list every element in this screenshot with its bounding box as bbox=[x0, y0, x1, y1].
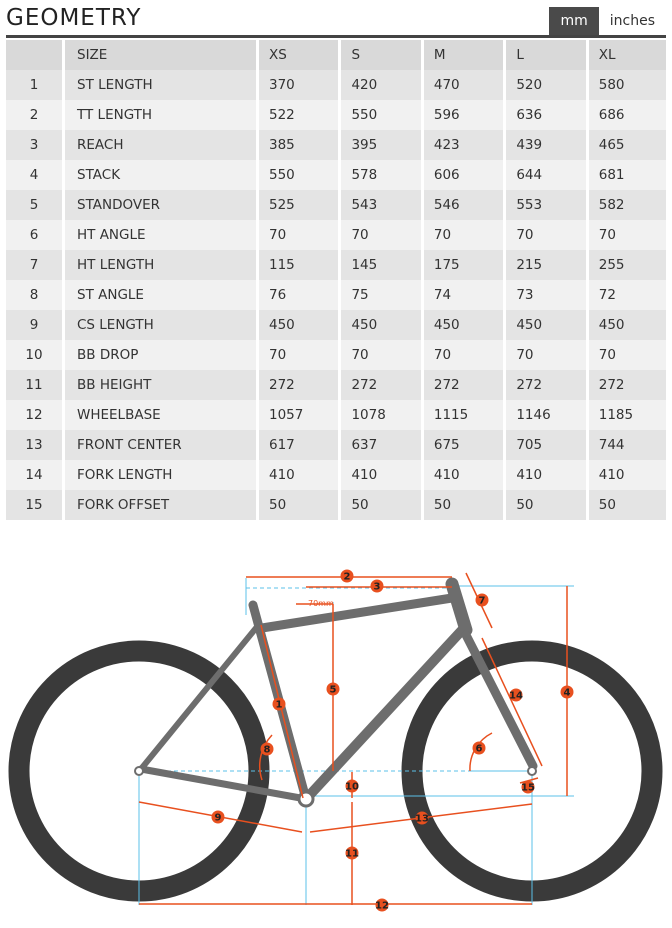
table-row bbox=[6, 460, 666, 490]
head-tube bbox=[452, 584, 466, 630]
header-xs: XS bbox=[259, 40, 341, 70]
table-header-row bbox=[6, 40, 666, 70]
value-cell: 420 bbox=[341, 70, 423, 100]
down-tube bbox=[306, 628, 464, 799]
value-cell: 272 bbox=[424, 370, 506, 400]
row-label: HT LENGTH bbox=[65, 250, 259, 280]
row-label: FORK LENGTH bbox=[65, 460, 259, 490]
row-number: 12 bbox=[6, 400, 65, 430]
value-cell: 70 bbox=[506, 340, 588, 370]
table-row bbox=[6, 280, 666, 310]
value-cell: 546 bbox=[424, 190, 506, 220]
row-label: CS LENGTH bbox=[65, 310, 259, 340]
value-cell: 470 bbox=[424, 70, 506, 100]
value-cell: 410 bbox=[589, 460, 666, 490]
value-cell: 370 bbox=[259, 70, 341, 100]
badge-label-7: 7 bbox=[478, 595, 486, 607]
row-label: STANDOVER bbox=[65, 190, 259, 220]
value-cell: 636 bbox=[506, 100, 588, 130]
value-cell: 578 bbox=[341, 160, 423, 190]
value-cell: 410 bbox=[424, 460, 506, 490]
row-label: BB DROP bbox=[65, 340, 259, 370]
table-row bbox=[6, 400, 666, 430]
value-cell: 70 bbox=[589, 340, 666, 370]
value-cell: 553 bbox=[506, 190, 588, 220]
value-cell: 145 bbox=[341, 250, 423, 280]
value-cell: 70 bbox=[589, 220, 666, 250]
table-row bbox=[6, 220, 666, 250]
value-cell: 580 bbox=[589, 70, 666, 100]
row-number: 9 bbox=[6, 310, 65, 340]
table-row bbox=[6, 340, 666, 370]
row-number: 1 bbox=[6, 70, 65, 100]
seat-offset-label: 70mm bbox=[308, 599, 334, 608]
value-cell: 617 bbox=[259, 430, 341, 460]
row-label: STACK bbox=[65, 160, 259, 190]
badge-label-14: 14 bbox=[509, 690, 523, 702]
value-cell: 74 bbox=[424, 280, 506, 310]
row-number: 11 bbox=[6, 370, 65, 400]
value-cell: 255 bbox=[589, 250, 666, 280]
badge-label-5: 5 bbox=[329, 684, 337, 696]
table-row bbox=[6, 70, 666, 100]
value-cell: 410 bbox=[341, 460, 423, 490]
table-row bbox=[6, 100, 666, 130]
header-size: SIZE bbox=[65, 40, 259, 70]
row-number: 5 bbox=[6, 190, 65, 220]
value-cell: 525 bbox=[259, 190, 341, 220]
value-cell: 520 bbox=[506, 70, 588, 100]
value-cell: 644 bbox=[506, 160, 588, 190]
row-number: 2 bbox=[6, 100, 65, 130]
value-cell: 450 bbox=[259, 310, 341, 340]
row-number: 6 bbox=[6, 220, 65, 250]
row-label: WHEELBASE bbox=[65, 400, 259, 430]
table-row bbox=[6, 190, 666, 220]
value-cell: 70 bbox=[259, 220, 341, 250]
value-cell: 450 bbox=[341, 310, 423, 340]
value-cell: 215 bbox=[506, 250, 588, 280]
value-cell: 450 bbox=[589, 310, 666, 340]
bike-geometry-diagram bbox=[0, 540, 672, 928]
value-cell: 637 bbox=[341, 430, 423, 460]
value-cell: 450 bbox=[506, 310, 588, 340]
badge-label-10: 10 bbox=[345, 781, 359, 793]
row-number: 14 bbox=[6, 460, 65, 490]
table-row bbox=[6, 130, 666, 160]
row-number: 13 bbox=[6, 430, 65, 460]
table-row bbox=[6, 490, 666, 520]
value-cell: 675 bbox=[424, 430, 506, 460]
row-label: BB HEIGHT bbox=[65, 370, 259, 400]
badge-label-6: 6 bbox=[475, 743, 483, 755]
value-cell: 465 bbox=[589, 130, 666, 160]
value-cell: 1057 bbox=[259, 400, 341, 430]
value-cell: 1146 bbox=[506, 400, 588, 430]
table-row bbox=[6, 430, 666, 460]
top-tube bbox=[262, 598, 452, 628]
table-row bbox=[6, 370, 666, 400]
badge-label-2: 2 bbox=[343, 571, 351, 583]
header-m: M bbox=[424, 40, 506, 70]
unit-inches-button[interactable]: inches bbox=[599, 7, 666, 35]
badge-label-3: 3 bbox=[373, 581, 381, 593]
value-cell: 596 bbox=[424, 100, 506, 130]
header-s: S bbox=[341, 40, 423, 70]
value-cell: 70 bbox=[506, 220, 588, 250]
value-cell: 73 bbox=[506, 280, 588, 310]
badge-label-12: 12 bbox=[375, 900, 389, 912]
title-divider bbox=[6, 35, 666, 38]
value-cell: 439 bbox=[506, 130, 588, 160]
chainstay bbox=[141, 769, 306, 799]
row-label: REACH bbox=[65, 130, 259, 160]
value-cell: 744 bbox=[589, 430, 666, 460]
row-label: TT LENGTH bbox=[65, 100, 259, 130]
value-cell: 705 bbox=[506, 430, 588, 460]
table-row bbox=[6, 250, 666, 280]
value-cell: 550 bbox=[341, 100, 423, 130]
value-cell: 50 bbox=[506, 490, 588, 520]
value-cell: 385 bbox=[259, 130, 341, 160]
value-cell: 175 bbox=[424, 250, 506, 280]
row-label: ST LENGTH bbox=[65, 70, 259, 100]
value-cell: 1078 bbox=[341, 400, 423, 430]
row-label: HT ANGLE bbox=[65, 220, 259, 250]
unit-mm-button[interactable]: mm bbox=[549, 7, 598, 35]
value-cell: 70 bbox=[341, 220, 423, 250]
value-cell: 272 bbox=[589, 370, 666, 400]
value-cell: 450 bbox=[424, 310, 506, 340]
unit-toggle bbox=[549, 7, 666, 35]
badge-label-1: 1 bbox=[275, 699, 283, 711]
value-cell: 423 bbox=[424, 130, 506, 160]
value-cell: 272 bbox=[259, 370, 341, 400]
value-cell: 75 bbox=[341, 280, 423, 310]
value-cell: 272 bbox=[506, 370, 588, 400]
badge-label-8: 8 bbox=[263, 744, 271, 756]
value-cell: 50 bbox=[424, 490, 506, 520]
value-cell: 50 bbox=[589, 490, 666, 520]
geometry-table bbox=[6, 40, 666, 520]
value-cell: 686 bbox=[589, 100, 666, 130]
value-cell: 1185 bbox=[589, 400, 666, 430]
row-number: 4 bbox=[6, 160, 65, 190]
value-cell: 522 bbox=[259, 100, 341, 130]
row-label: ST ANGLE bbox=[65, 280, 259, 310]
header bbox=[0, 0, 672, 37]
rear-dropout bbox=[135, 767, 143, 775]
value-cell: 115 bbox=[259, 250, 341, 280]
value-cell: 1115 bbox=[424, 400, 506, 430]
value-cell: 410 bbox=[259, 460, 341, 490]
value-cell: 70 bbox=[424, 220, 506, 250]
value-cell: 76 bbox=[259, 280, 341, 310]
row-label: FRONT CENTER bbox=[65, 430, 259, 460]
value-cell: 70 bbox=[341, 340, 423, 370]
value-cell: 410 bbox=[506, 460, 588, 490]
value-cell: 681 bbox=[589, 160, 666, 190]
header-number-cell bbox=[6, 40, 65, 70]
value-cell: 70 bbox=[259, 340, 341, 370]
badge-label-4: 4 bbox=[563, 687, 571, 699]
value-cell: 50 bbox=[259, 490, 341, 520]
table-row bbox=[6, 160, 666, 190]
row-number: 7 bbox=[6, 250, 65, 280]
front-dropout bbox=[528, 767, 536, 775]
badge-label-15: 15 bbox=[521, 782, 535, 794]
row-number: 10 bbox=[6, 340, 65, 370]
value-cell: 50 bbox=[341, 490, 423, 520]
value-cell: 72 bbox=[589, 280, 666, 310]
row-number: 8 bbox=[6, 280, 65, 310]
header-xl: XL bbox=[589, 40, 666, 70]
row-number: 3 bbox=[6, 130, 65, 160]
value-cell: 70 bbox=[424, 340, 506, 370]
badge-label-11: 11 bbox=[345, 848, 359, 860]
bottom-bracket bbox=[299, 792, 313, 806]
value-cell: 550 bbox=[259, 160, 341, 190]
row-number: 15 bbox=[6, 490, 65, 520]
value-cell: 606 bbox=[424, 160, 506, 190]
header-l: L bbox=[506, 40, 588, 70]
badge-label-13: 13 bbox=[415, 813, 429, 825]
row-label: FORK OFFSET bbox=[65, 490, 259, 520]
value-cell: 395 bbox=[341, 130, 423, 160]
badge-label-9: 9 bbox=[214, 812, 222, 824]
value-cell: 582 bbox=[589, 190, 666, 220]
page-title: GEOMETRY bbox=[6, 5, 142, 31]
value-cell: 272 bbox=[341, 370, 423, 400]
value-cell: 543 bbox=[341, 190, 423, 220]
table-row bbox=[6, 310, 666, 340]
